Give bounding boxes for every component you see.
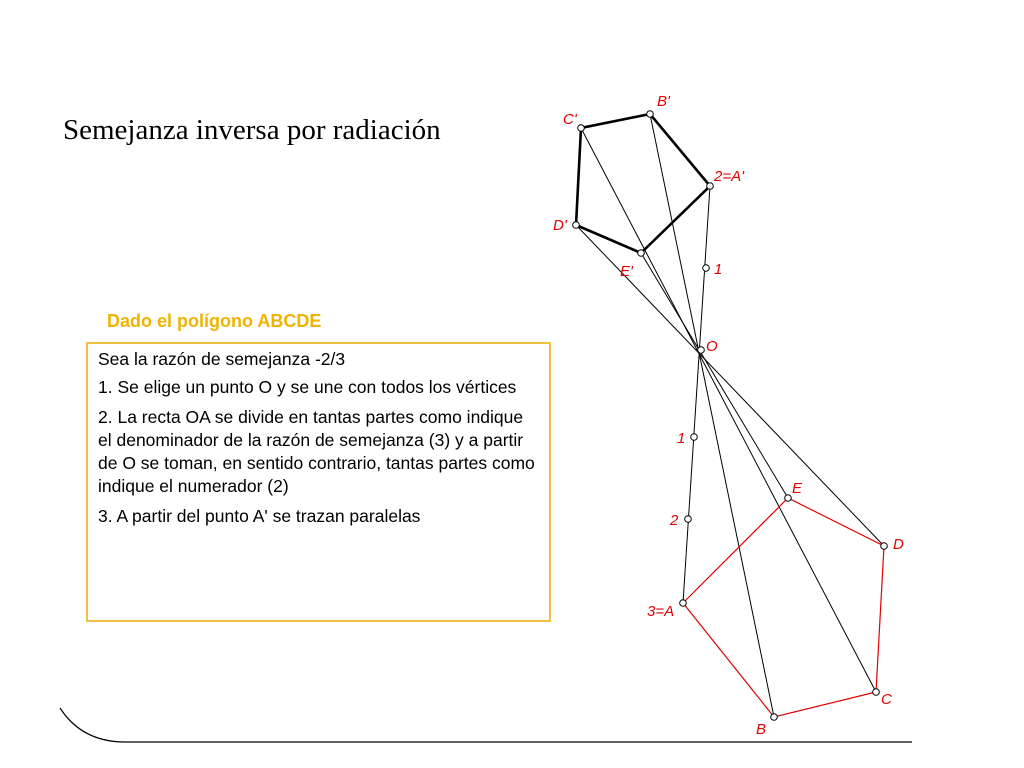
step-1: 1. Se elige un punto O y se une con todos los vértices (98, 377, 517, 397)
step-ratio: Sea la razón de semejanza -2/3 (98, 349, 346, 369)
label-d-prime: D' (553, 217, 567, 234)
label-division-1-lower: 1 (677, 430, 686, 447)
label-division-1-upper: 1 (714, 261, 723, 278)
label-c-prime: C' (563, 111, 577, 128)
point-e-prime (638, 250, 645, 257)
point-c (873, 689, 880, 696)
point-e (785, 495, 792, 502)
ray-o-c (581, 128, 876, 692)
label-b: B (756, 721, 767, 738)
division-point-1-lower (691, 434, 698, 441)
ray-o-e (641, 253, 788, 498)
step-3: 3. A partir del punto A' se trazan paralelas (98, 506, 421, 526)
ray-o-a (683, 186, 710, 603)
point-b-prime (647, 111, 654, 118)
label-a: 3=A (647, 603, 675, 620)
ray-o-b (650, 114, 774, 717)
given-polygon-abcde (683, 498, 884, 717)
label-a-prime: 2=A' (714, 168, 744, 185)
label-c: C (881, 691, 892, 708)
image-polygon-abcde-prime (576, 114, 710, 253)
point-c-prime (578, 125, 585, 132)
label-d: D (893, 536, 904, 553)
label-o: O (706, 338, 718, 355)
point-o (698, 347, 705, 354)
label-e: E (792, 480, 803, 497)
label-b-prime: B' (657, 93, 670, 110)
label-division-2-lower: 2 (670, 512, 679, 529)
point-d (881, 543, 888, 550)
division-point-2-lower (685, 516, 692, 523)
footer-curve (60, 708, 912, 742)
step-2: 2. La recta OA se divide en tantas partes como indique el denominador de la razón de semejanza (3) y a partir de O se toman, en sentido contrario, tantas partes como indique el numerador (2) (98, 407, 535, 496)
division-point-1-upper (703, 265, 710, 272)
page-title: Semejanza inversa por radiación (63, 114, 441, 146)
point-a (680, 600, 687, 607)
label-e-prime: E' (620, 263, 633, 280)
point-d-prime (573, 222, 580, 229)
point-a-prime (707, 183, 714, 190)
point-b (771, 714, 778, 721)
radiation-lines (576, 114, 884, 717)
given-polygon-heading: Dado el polígono ABCDE (107, 311, 322, 331)
